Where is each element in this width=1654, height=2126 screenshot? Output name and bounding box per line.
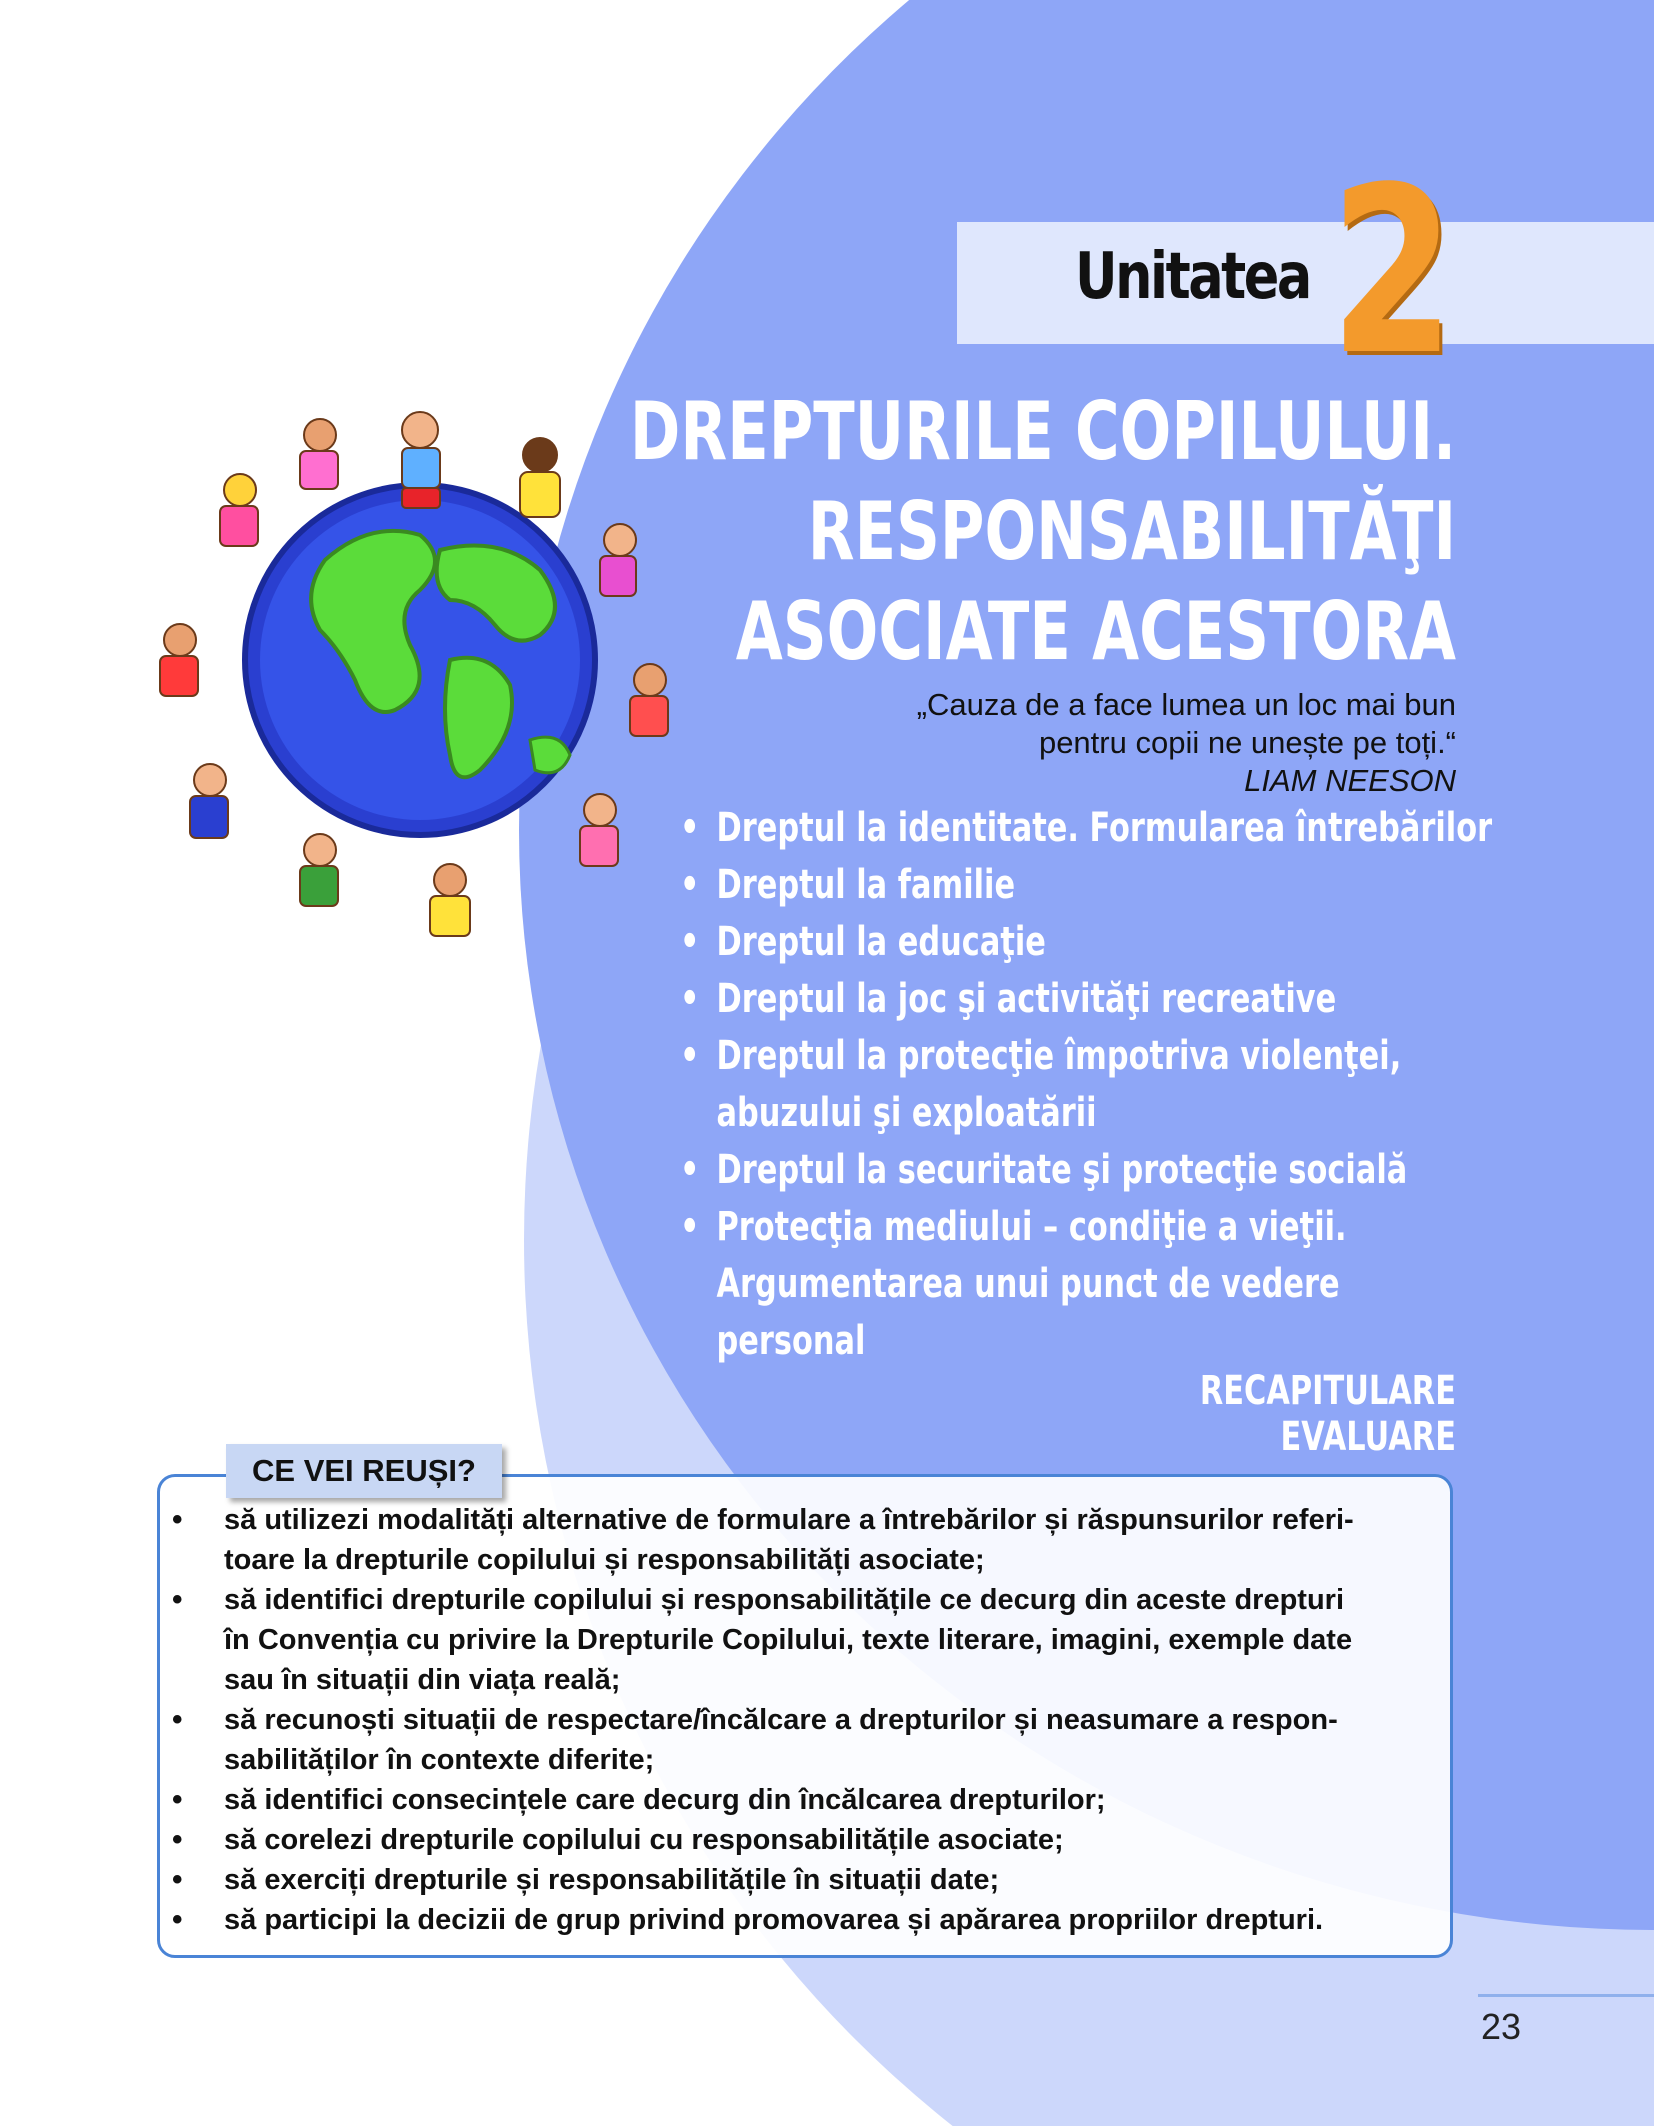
evaluation-label: EVALUARE: [1280, 1414, 1456, 1460]
objectives-title: CE VEI REUȘI?: [226, 1444, 502, 1498]
title-line: ASOCIATE ACESTORA: [735, 585, 1456, 678]
topic-item: • Dreptul la protecţie împotriva violenţei, abuzului şi exploatării: [680, 1033, 1402, 1136]
topic-item: • Dreptul la educaţie: [680, 919, 1046, 965]
recap-label: RECAPITULARE: [1199, 1368, 1456, 1414]
unit-title: [630, 382, 1456, 682]
title-line: DREPTURILE COPILULUI.: [629, 385, 1456, 478]
page-number: 23: [1481, 2006, 1522, 2047]
unit-number: 2: [1330, 139, 1455, 406]
objective-item: • să corelezi drepturile copilului cu responsabilitățile asociate;: [172, 1823, 1064, 1856]
topic-item: • Dreptul la identitate. Formularea întrebărilor: [680, 805, 1493, 851]
objective-item: • să recunoști situații de respectare/încălcare a drepturilor și neasumare a respon- sabilităților în contexte diferite;: [172, 1703, 1338, 1776]
recap-labels: [1200, 1368, 1456, 1460]
topic-item: • Dreptul la securitate şi protecţie socială: [680, 1147, 1408, 1193]
objective-item: • să identifici consecințele care decurg din încălcarea drepturilor;: [172, 1783, 1106, 1816]
objective-item: • să utilizezi modalități alternative de formulare a întrebărilor și răspunsurilor referi- toare la drepturile copilului și responsabilități asociate;: [172, 1503, 1354, 1576]
topic-item: • Dreptul la familie: [680, 862, 1016, 908]
topic-item: • Protecţia mediului – condiţie a vieţii. Argumentarea unui punct de vedere personal: [680, 1204, 1347, 1364]
unit-label: Unitatea: [1075, 240, 1310, 314]
objectives-list: [172, 1500, 1444, 1940]
title-line: RESPONSABILITĂŢI: [807, 485, 1456, 578]
topics-list: [680, 800, 1580, 1370]
objective-item: • să participi la decizii de grup privind promovarea și apărarea propriilor drepturi.: [172, 1903, 1324, 1936]
objective-item: • să identifici drepturile copilului și responsabilitățile ce decurg din aceste drepturi în Convenția cu privire la Drepturile Copilului, texte literare, imagini, exemple date sau în situații din viața reală;: [172, 1583, 1353, 1696]
objective-item: • să exerciți drepturile și responsabilitățile în situații date;: [172, 1863, 1000, 1896]
epigraph-quote: [917, 686, 1456, 800]
quote-line: pentru copii ne unește pe toți.“: [1038, 725, 1456, 760]
page-number-rule: [1478, 1994, 1654, 1997]
topic-item: • Dreptul la joc şi activităţi recreative: [680, 976, 1337, 1022]
quote-author: LIAM NEESON: [1244, 763, 1456, 798]
quote-line: „Cauza de a face lumea un loc mai bun: [916, 687, 1456, 722]
